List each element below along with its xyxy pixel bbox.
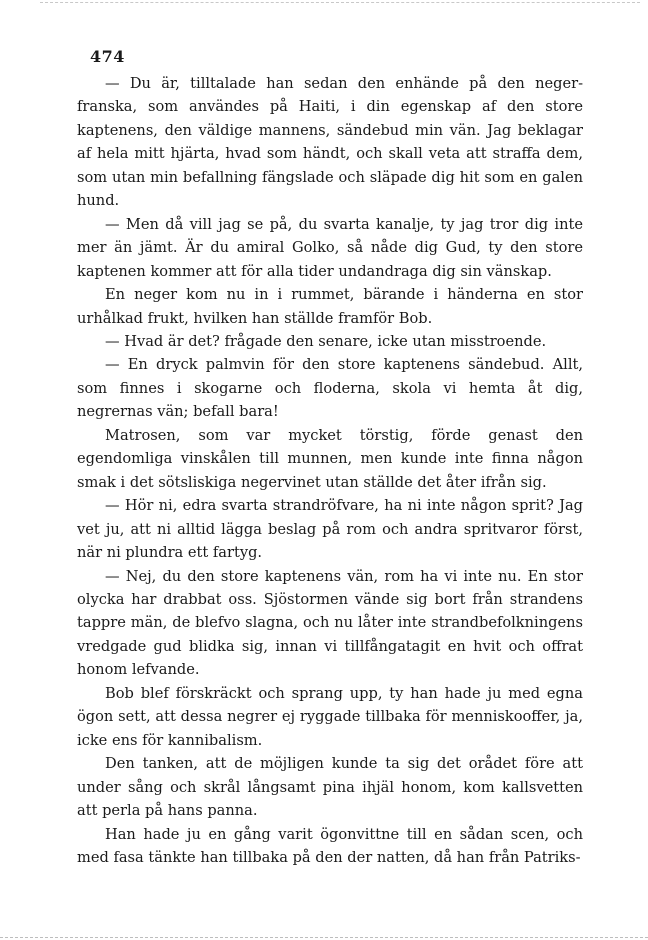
paragraph-1: — Du är, tilltalade han sedan den enhände på den neger-franska, som användes på Haiti, i din egenskap af den store kaptenens, den väldige mannens, sändebud min vän. Jag beklagar af hela mitt hjärta, hvad som händt, och skall veta att straffa dem, som utan min befallning fängslade och släpade dig hit som en galen hund.: [77, 75, 583, 210]
paragraph-7: — Hör ni, edra svarta strandröfvare, ha ni inte någon sprit? Jag vet ju, att ni alltid lägga beslag på rom och andra spritvaror först, när ni plundra ett fartyg.: [77, 497, 583, 562]
paragraph-4: — Hvad är det? frågade den senare, icke utan misstroende.: [105, 332, 547, 350]
paragraph-10: Den tanken, att de möjligen kunde ta sig det orådet före att under sång och skrål långsamt pina ihjäl honom, kom kallsvetten att perla på hans panna.: [77, 755, 583, 820]
scan-edge-bottom: [0, 937, 648, 938]
paragraph-2: — Men då vill jag se på, du svarta kanalje, ty jag tror dig inte mer än jämt. Är du amiral Golko, så nåde dig Gud, ty den store kaptenen kommer att för alla tider undandraga dig sin vänskap.: [77, 215, 583, 280]
paragraph-6: Matrosen, som var mycket törstig, förde genast den egendomliga vinskålen till munnen, men kunde inte finna någon smak i det sötsliskiga negervinet utan ställde det åter ifrån sig.: [77, 426, 583, 491]
paragraph-5: — En dryck palmvin för den store kaptenens sändebud. Allt, som finnes i skogarne och floderna, skola vi hemta åt dig, negrernas vän; befall bara!: [77, 356, 583, 421]
paragraph-3: En neger kom nu in i rummet, bärande i händerna en stor urhålkad frukt, hvilken han ställde framför Bob.: [77, 286, 583, 327]
paragraph-11: Han hade ju en gång varit ögonvittne till en sådan scen, och med fasa tänkte han tillbaka på den der natten, då han från Patriks-: [77, 825, 583, 866]
scan-edge-top: [40, 2, 640, 3]
paragraph-8: — Nej, du den store kaptenens vän, rom ha vi inte nu. En stor olycka har drabbat oss. Sjöstormen vände sig bort från strandens tappre män, de blefvo slagna, och nu låter inte strandbefolkningens vredgade gud blidka sig, innan vi tillfångatagit en hvit och offrat honom lefvande.: [77, 567, 583, 679]
body-text: [77, 72, 583, 869]
page-number: 474: [90, 47, 125, 66]
paragraph-9: Bob blef förskräckt och sprang upp, ty han hade ju med egna ögon sett, att dessa negrer ej ryggade tillbaka för menniskooffer, ja, icke ens för kannibalism.: [77, 684, 583, 749]
